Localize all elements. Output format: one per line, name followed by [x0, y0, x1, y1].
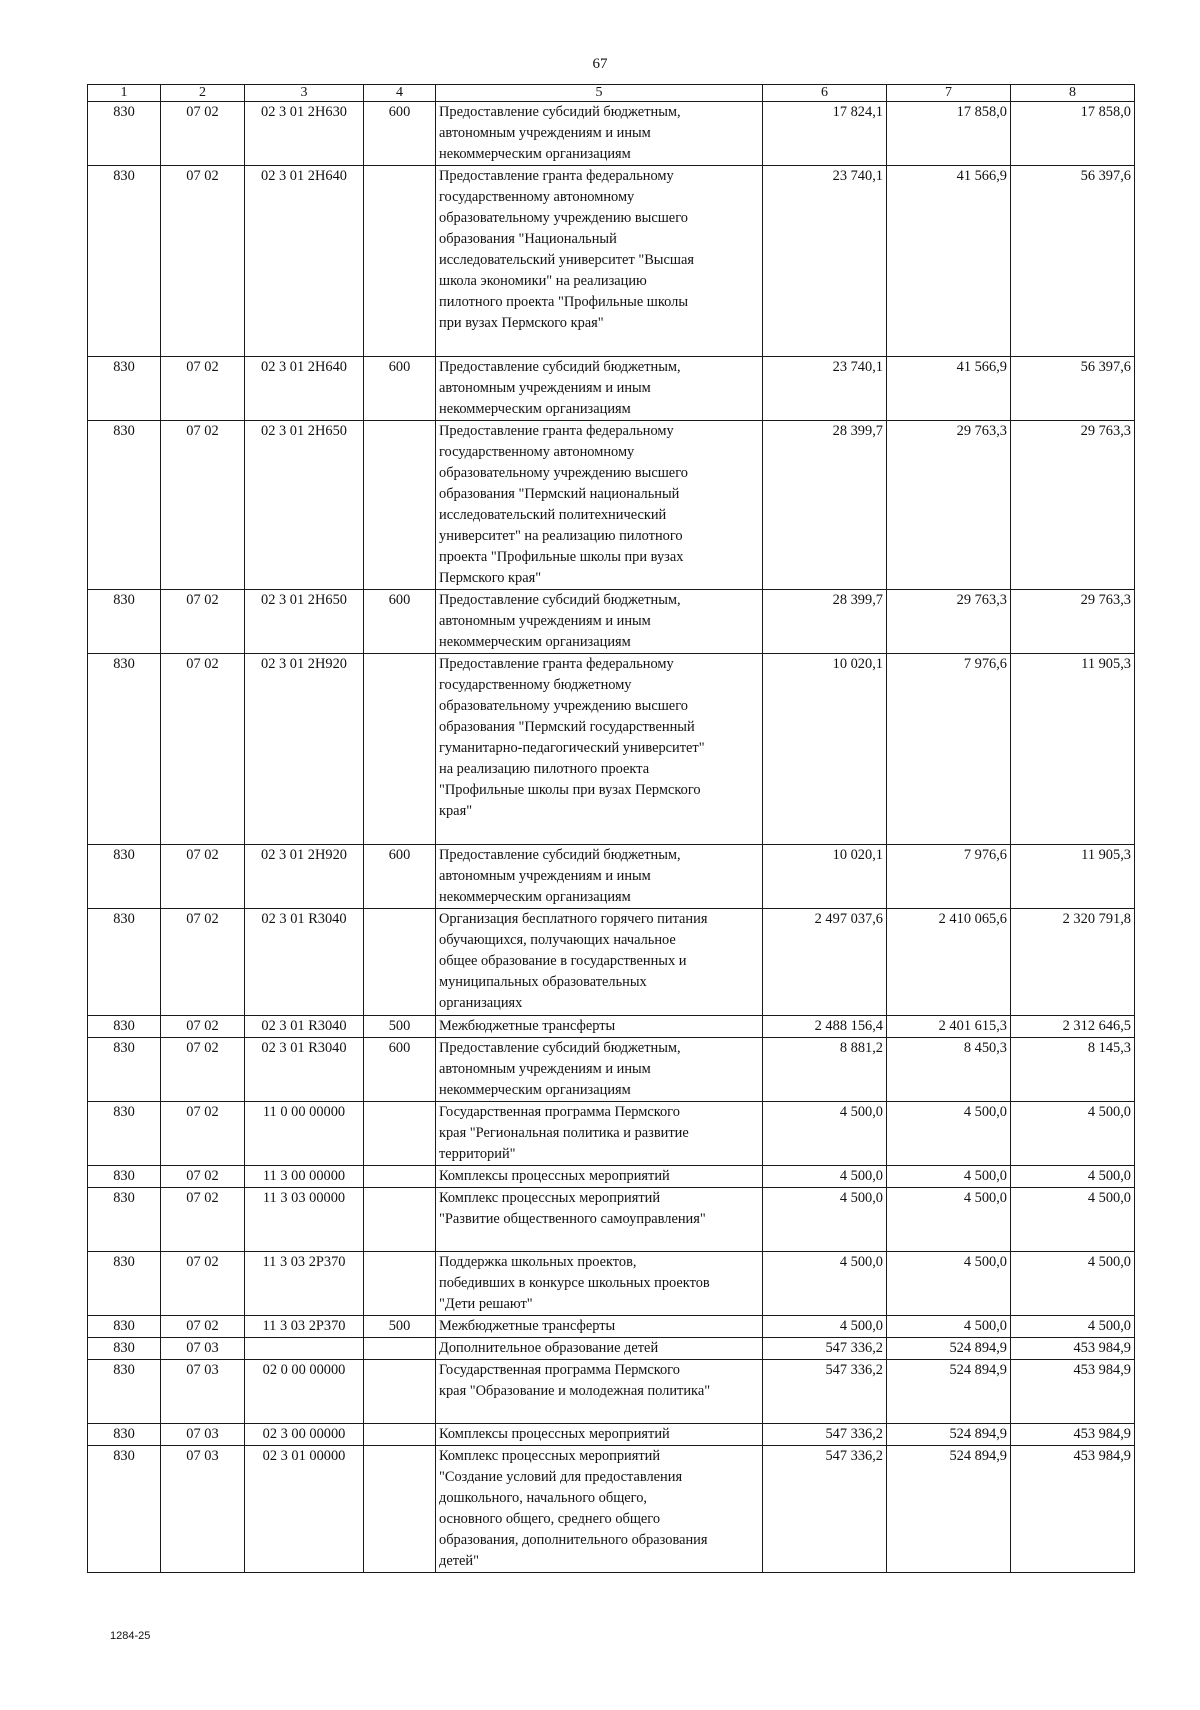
- target-item-cell: 11 3 00 00000: [245, 1166, 364, 1188]
- amount-year3-cell: 29 763,3: [1011, 421, 1135, 590]
- amount-year2-cell: 17 858,0: [887, 102, 1011, 166]
- amount-year1-cell: 28 399,7: [763, 590, 887, 654]
- table-row: [88, 1016, 1135, 1038]
- description-cell: Комплекс процессных мероприятий "Развитие общественного самоуправления": [436, 1188, 763, 1252]
- amount-year1-cell: 547 336,2: [763, 1360, 887, 1424]
- description-cell: Комплекс процессных мероприятий "Создание условий для предоставления дошкольного, начального общего, основного общего, среднего общего образования, дополнительного образования детей": [436, 1446, 763, 1573]
- target-item-cell: 02 3 01 R3040: [245, 909, 364, 1016]
- expense-type-cell: [364, 166, 436, 357]
- admin-code-cell: 830: [88, 1166, 161, 1188]
- description-cell: Предоставление гранта федеральному государственному бюджетному образовательному учреждению высшего образования "Пермский государственный гуманитарно-педагогический университет" на реализацию пилотного проекта "Профильные школы при вузах Пермского края": [436, 654, 763, 845]
- target-item-cell: [245, 1338, 364, 1360]
- section-code-cell: 07 03: [161, 1338, 245, 1360]
- target-item-cell: 02 3 01 2Н640: [245, 357, 364, 421]
- section-code-cell: 07 02: [161, 1252, 245, 1316]
- section-code-cell: 07 03: [161, 1424, 245, 1446]
- admin-code-cell: 830: [88, 1446, 161, 1573]
- description-cell: Межбюджетные трансферты: [436, 1016, 763, 1038]
- amount-year3-cell: 4 500,0: [1011, 1252, 1135, 1316]
- section-code-cell: 07 02: [161, 166, 245, 357]
- table-row: [88, 1166, 1135, 1188]
- amount-year1-cell: 23 740,1: [763, 166, 887, 357]
- amount-year2-cell: 524 894,9: [887, 1338, 1011, 1360]
- admin-code-cell: 830: [88, 1360, 161, 1424]
- amount-year2-cell: 2 410 065,6: [887, 909, 1011, 1016]
- expense-type-cell: [364, 1424, 436, 1446]
- col-header-1: 1: [88, 85, 161, 102]
- admin-code-cell: 830: [88, 421, 161, 590]
- page-number: 67: [592, 56, 608, 72]
- table-row: [88, 1038, 1135, 1102]
- admin-code-cell: 830: [88, 357, 161, 421]
- table-body: [88, 102, 1135, 1573]
- description-cell: Предоставление гранта федеральному государственному автономному образовательному учреждению высшего образования "Пермский национальный исследовательский политехнический университет" на реализацию пилотного проекта "Профильные школы при вузах Пермского края": [436, 421, 763, 590]
- expense-type-cell: 600: [364, 1038, 436, 1102]
- expense-type-cell: [364, 654, 436, 845]
- section-code-cell: 07 02: [161, 1102, 245, 1166]
- amount-year3-cell: 11 905,3: [1011, 654, 1135, 845]
- section-code-cell: 07 02: [161, 1038, 245, 1102]
- admin-code-cell: 830: [88, 1188, 161, 1252]
- admin-code-cell: 830: [88, 909, 161, 1016]
- table-row: [88, 1338, 1135, 1360]
- amount-year1-cell: 23 740,1: [763, 357, 887, 421]
- amount-year3-cell: 453 984,9: [1011, 1360, 1135, 1424]
- expense-type-cell: [364, 1446, 436, 1573]
- table-row: [88, 1252, 1135, 1316]
- amount-year3-cell: 56 397,6: [1011, 166, 1135, 357]
- expense-type-cell: [364, 1188, 436, 1252]
- col-header-6: 6: [763, 85, 887, 102]
- amount-year3-cell: 29 763,3: [1011, 590, 1135, 654]
- col-header-2: 2: [161, 85, 245, 102]
- description-cell: Комплексы процессных мероприятий: [436, 1424, 763, 1446]
- description-cell: Предоставление субсидий бюджетным, автономным учреждениям и иным некоммерческим организациям: [436, 102, 763, 166]
- target-item-cell: 02 3 01 2Н650: [245, 590, 364, 654]
- description-cell: Дополнительное образование детей: [436, 1338, 763, 1360]
- expense-type-cell: [364, 1252, 436, 1316]
- section-code-cell: 07 02: [161, 1188, 245, 1252]
- amount-year2-cell: 4 500,0: [887, 1316, 1011, 1338]
- expense-type-cell: 600: [364, 845, 436, 909]
- amount-year2-cell: 7 976,6: [887, 845, 1011, 909]
- amount-year2-cell: 41 566,9: [887, 357, 1011, 421]
- expense-type-cell: [364, 1102, 436, 1166]
- amount-year3-cell: 8 145,3: [1011, 1038, 1135, 1102]
- expense-type-cell: [364, 1166, 436, 1188]
- table-row: [88, 166, 1135, 357]
- table-row: [88, 654, 1135, 845]
- amount-year1-cell: 2 488 156,4: [763, 1016, 887, 1038]
- section-code-cell: 07 03: [161, 1360, 245, 1424]
- expense-type-cell: 600: [364, 102, 436, 166]
- amount-year3-cell: 4 500,0: [1011, 1166, 1135, 1188]
- amount-year1-cell: 4 500,0: [763, 1316, 887, 1338]
- table-row: [88, 102, 1135, 166]
- amount-year2-cell: 2 401 615,3: [887, 1016, 1011, 1038]
- target-item-cell: 02 3 01 00000: [245, 1446, 364, 1573]
- description-cell: Предоставление субсидий бюджетным, автономным учреждениям и иным некоммерческим организациям: [436, 845, 763, 909]
- description-cell: Государственная программа Пермского края "Образование и молодежная политика": [436, 1360, 763, 1424]
- section-code-cell: 07 02: [161, 909, 245, 1016]
- col-header-4: 4: [364, 85, 436, 102]
- expense-type-cell: 500: [364, 1316, 436, 1338]
- target-item-cell: 11 3 03 00000: [245, 1188, 364, 1252]
- section-code-cell: 07 02: [161, 654, 245, 845]
- col-header-8: 8: [1011, 85, 1135, 102]
- col-header-5: 5: [436, 85, 763, 102]
- admin-code-cell: 830: [88, 1016, 161, 1038]
- target-item-cell: 02 3 01 R3040: [245, 1016, 364, 1038]
- amount-year2-cell: 4 500,0: [887, 1166, 1011, 1188]
- description-cell: Государственная программа Пермского края "Региональная политика и развитие территорий": [436, 1102, 763, 1166]
- target-item-cell: 02 3 01 R3040: [245, 1038, 364, 1102]
- amount-year3-cell: 4 500,0: [1011, 1316, 1135, 1338]
- amount-year1-cell: 4 500,0: [763, 1252, 887, 1316]
- description-cell: Предоставление субсидий бюджетным, автономным учреждениям и иным некоммерческим организациям: [436, 590, 763, 654]
- amount-year2-cell: 7 976,6: [887, 654, 1011, 845]
- description-cell: Предоставление субсидий бюджетным, автономным учреждениям и иным некоммерческим организациям: [436, 357, 763, 421]
- description-cell: Предоставление гранта федеральному государственному автономному образовательному учреждению высшего образования "Национальный исследовательский университет "Высшая школа экономики" на реализацию пилотного проекта "Профильные школы при вузах Пермского края": [436, 166, 763, 357]
- table-row: [88, 1188, 1135, 1252]
- amount-year2-cell: 4 500,0: [887, 1252, 1011, 1316]
- section-code-cell: 07 02: [161, 1016, 245, 1038]
- description-cell: Поддержка школьных проектов, победивших в конкурсе школьных проектов "Дети решают": [436, 1252, 763, 1316]
- amount-year3-cell: 56 397,6: [1011, 357, 1135, 421]
- amount-year2-cell: 29 763,3: [887, 590, 1011, 654]
- amount-year2-cell: 524 894,9: [887, 1424, 1011, 1446]
- table-row: [88, 909, 1135, 1016]
- admin-code-cell: 830: [88, 1038, 161, 1102]
- amount-year2-cell: 524 894,9: [887, 1360, 1011, 1424]
- amount-year2-cell: 8 450,3: [887, 1038, 1011, 1102]
- admin-code-cell: 830: [88, 102, 161, 166]
- amount-year3-cell: 453 984,9: [1011, 1446, 1135, 1573]
- amount-year2-cell: 41 566,9: [887, 166, 1011, 357]
- amount-year1-cell: 2 497 037,6: [763, 909, 887, 1016]
- table-row: [88, 845, 1135, 909]
- document-code: 1284-25: [110, 1630, 151, 1642]
- description-cell: Комплексы процессных мероприятий: [436, 1166, 763, 1188]
- admin-code-cell: 830: [88, 1424, 161, 1446]
- table-row: [88, 1424, 1135, 1446]
- amount-year1-cell: 4 500,0: [763, 1188, 887, 1252]
- target-item-cell: 02 3 01 2Н630: [245, 102, 364, 166]
- expense-type-cell: 600: [364, 590, 436, 654]
- table-row: [88, 1446, 1135, 1573]
- admin-code-cell: 830: [88, 590, 161, 654]
- admin-code-cell: 830: [88, 166, 161, 357]
- table-row: [88, 1316, 1135, 1338]
- target-item-cell: 02 3 01 2Н640: [245, 166, 364, 357]
- target-item-cell: 11 3 03 2Р370: [245, 1316, 364, 1338]
- section-code-cell: 07 02: [161, 357, 245, 421]
- table-row: [88, 1102, 1135, 1166]
- admin-code-cell: 830: [88, 1316, 161, 1338]
- target-item-cell: 02 3 01 2Н650: [245, 421, 364, 590]
- table-row: [88, 590, 1135, 654]
- expense-type-cell: [364, 909, 436, 1016]
- col-header-7: 7: [887, 85, 1011, 102]
- table-row: [88, 357, 1135, 421]
- section-code-cell: 07 02: [161, 590, 245, 654]
- admin-code-cell: 830: [88, 1252, 161, 1316]
- amount-year1-cell: 10 020,1: [763, 845, 887, 909]
- section-code-cell: 07 02: [161, 102, 245, 166]
- target-item-cell: 02 0 00 00000: [245, 1360, 364, 1424]
- expense-type-cell: [364, 1360, 436, 1424]
- description-cell: Организация бесплатного горячего питания обучающихся, получающих начальное общее образование в государственных и муниципальных образовательных организациях: [436, 909, 763, 1016]
- admin-code-cell: 830: [88, 1338, 161, 1360]
- section-code-cell: 07 03: [161, 1446, 245, 1573]
- section-code-cell: 07 02: [161, 1316, 245, 1338]
- amount-year3-cell: 17 858,0: [1011, 102, 1135, 166]
- description-cell: Предоставление субсидий бюджетным, автономным учреждениям и иным некоммерческим организациям: [436, 1038, 763, 1102]
- amount-year3-cell: 2 312 646,5: [1011, 1016, 1135, 1038]
- expense-type-cell: [364, 421, 436, 590]
- section-code-cell: 07 02: [161, 845, 245, 909]
- table-row: [88, 1360, 1135, 1424]
- amount-year1-cell: 4 500,0: [763, 1102, 887, 1166]
- target-item-cell: 02 3 00 00000: [245, 1424, 364, 1446]
- section-code-cell: 07 02: [161, 421, 245, 590]
- amount-year2-cell: 4 500,0: [887, 1188, 1011, 1252]
- amount-year2-cell: 524 894,9: [887, 1446, 1011, 1573]
- amount-year1-cell: 547 336,2: [763, 1424, 887, 1446]
- expense-type-cell: 600: [364, 357, 436, 421]
- amount-year3-cell: 2 320 791,8: [1011, 909, 1135, 1016]
- amount-year1-cell: 28 399,7: [763, 421, 887, 590]
- target-item-cell: 11 0 00 00000: [245, 1102, 364, 1166]
- amount-year3-cell: 4 500,0: [1011, 1102, 1135, 1166]
- expense-type-cell: [364, 1338, 436, 1360]
- description-cell: Межбюджетные трансферты: [436, 1316, 763, 1338]
- amount-year1-cell: 547 336,2: [763, 1446, 887, 1573]
- amount-year3-cell: 453 984,9: [1011, 1338, 1135, 1360]
- amount-year2-cell: 4 500,0: [887, 1102, 1011, 1166]
- amount-year2-cell: 29 763,3: [887, 421, 1011, 590]
- target-item-cell: 02 3 01 2Н920: [245, 654, 364, 845]
- expense-type-cell: 500: [364, 1016, 436, 1038]
- amount-year1-cell: 547 336,2: [763, 1338, 887, 1360]
- budget-table: [87, 84, 1135, 1573]
- admin-code-cell: 830: [88, 1102, 161, 1166]
- header-row: [88, 85, 1135, 102]
- col-header-3: 3: [245, 85, 364, 102]
- table-row: [88, 421, 1135, 590]
- amount-year3-cell: 4 500,0: [1011, 1188, 1135, 1252]
- amount-year1-cell: 4 500,0: [763, 1166, 887, 1188]
- admin-code-cell: 830: [88, 654, 161, 845]
- target-item-cell: 02 3 01 2Н920: [245, 845, 364, 909]
- amount-year1-cell: 17 824,1: [763, 102, 887, 166]
- amount-year3-cell: 453 984,9: [1011, 1424, 1135, 1446]
- target-item-cell: 11 3 03 2Р370: [245, 1252, 364, 1316]
- amount-year1-cell: 10 020,1: [763, 654, 887, 845]
- admin-code-cell: 830: [88, 845, 161, 909]
- amount-year1-cell: 8 881,2: [763, 1038, 887, 1102]
- amount-year3-cell: 11 905,3: [1011, 845, 1135, 909]
- section-code-cell: 07 02: [161, 1166, 245, 1188]
